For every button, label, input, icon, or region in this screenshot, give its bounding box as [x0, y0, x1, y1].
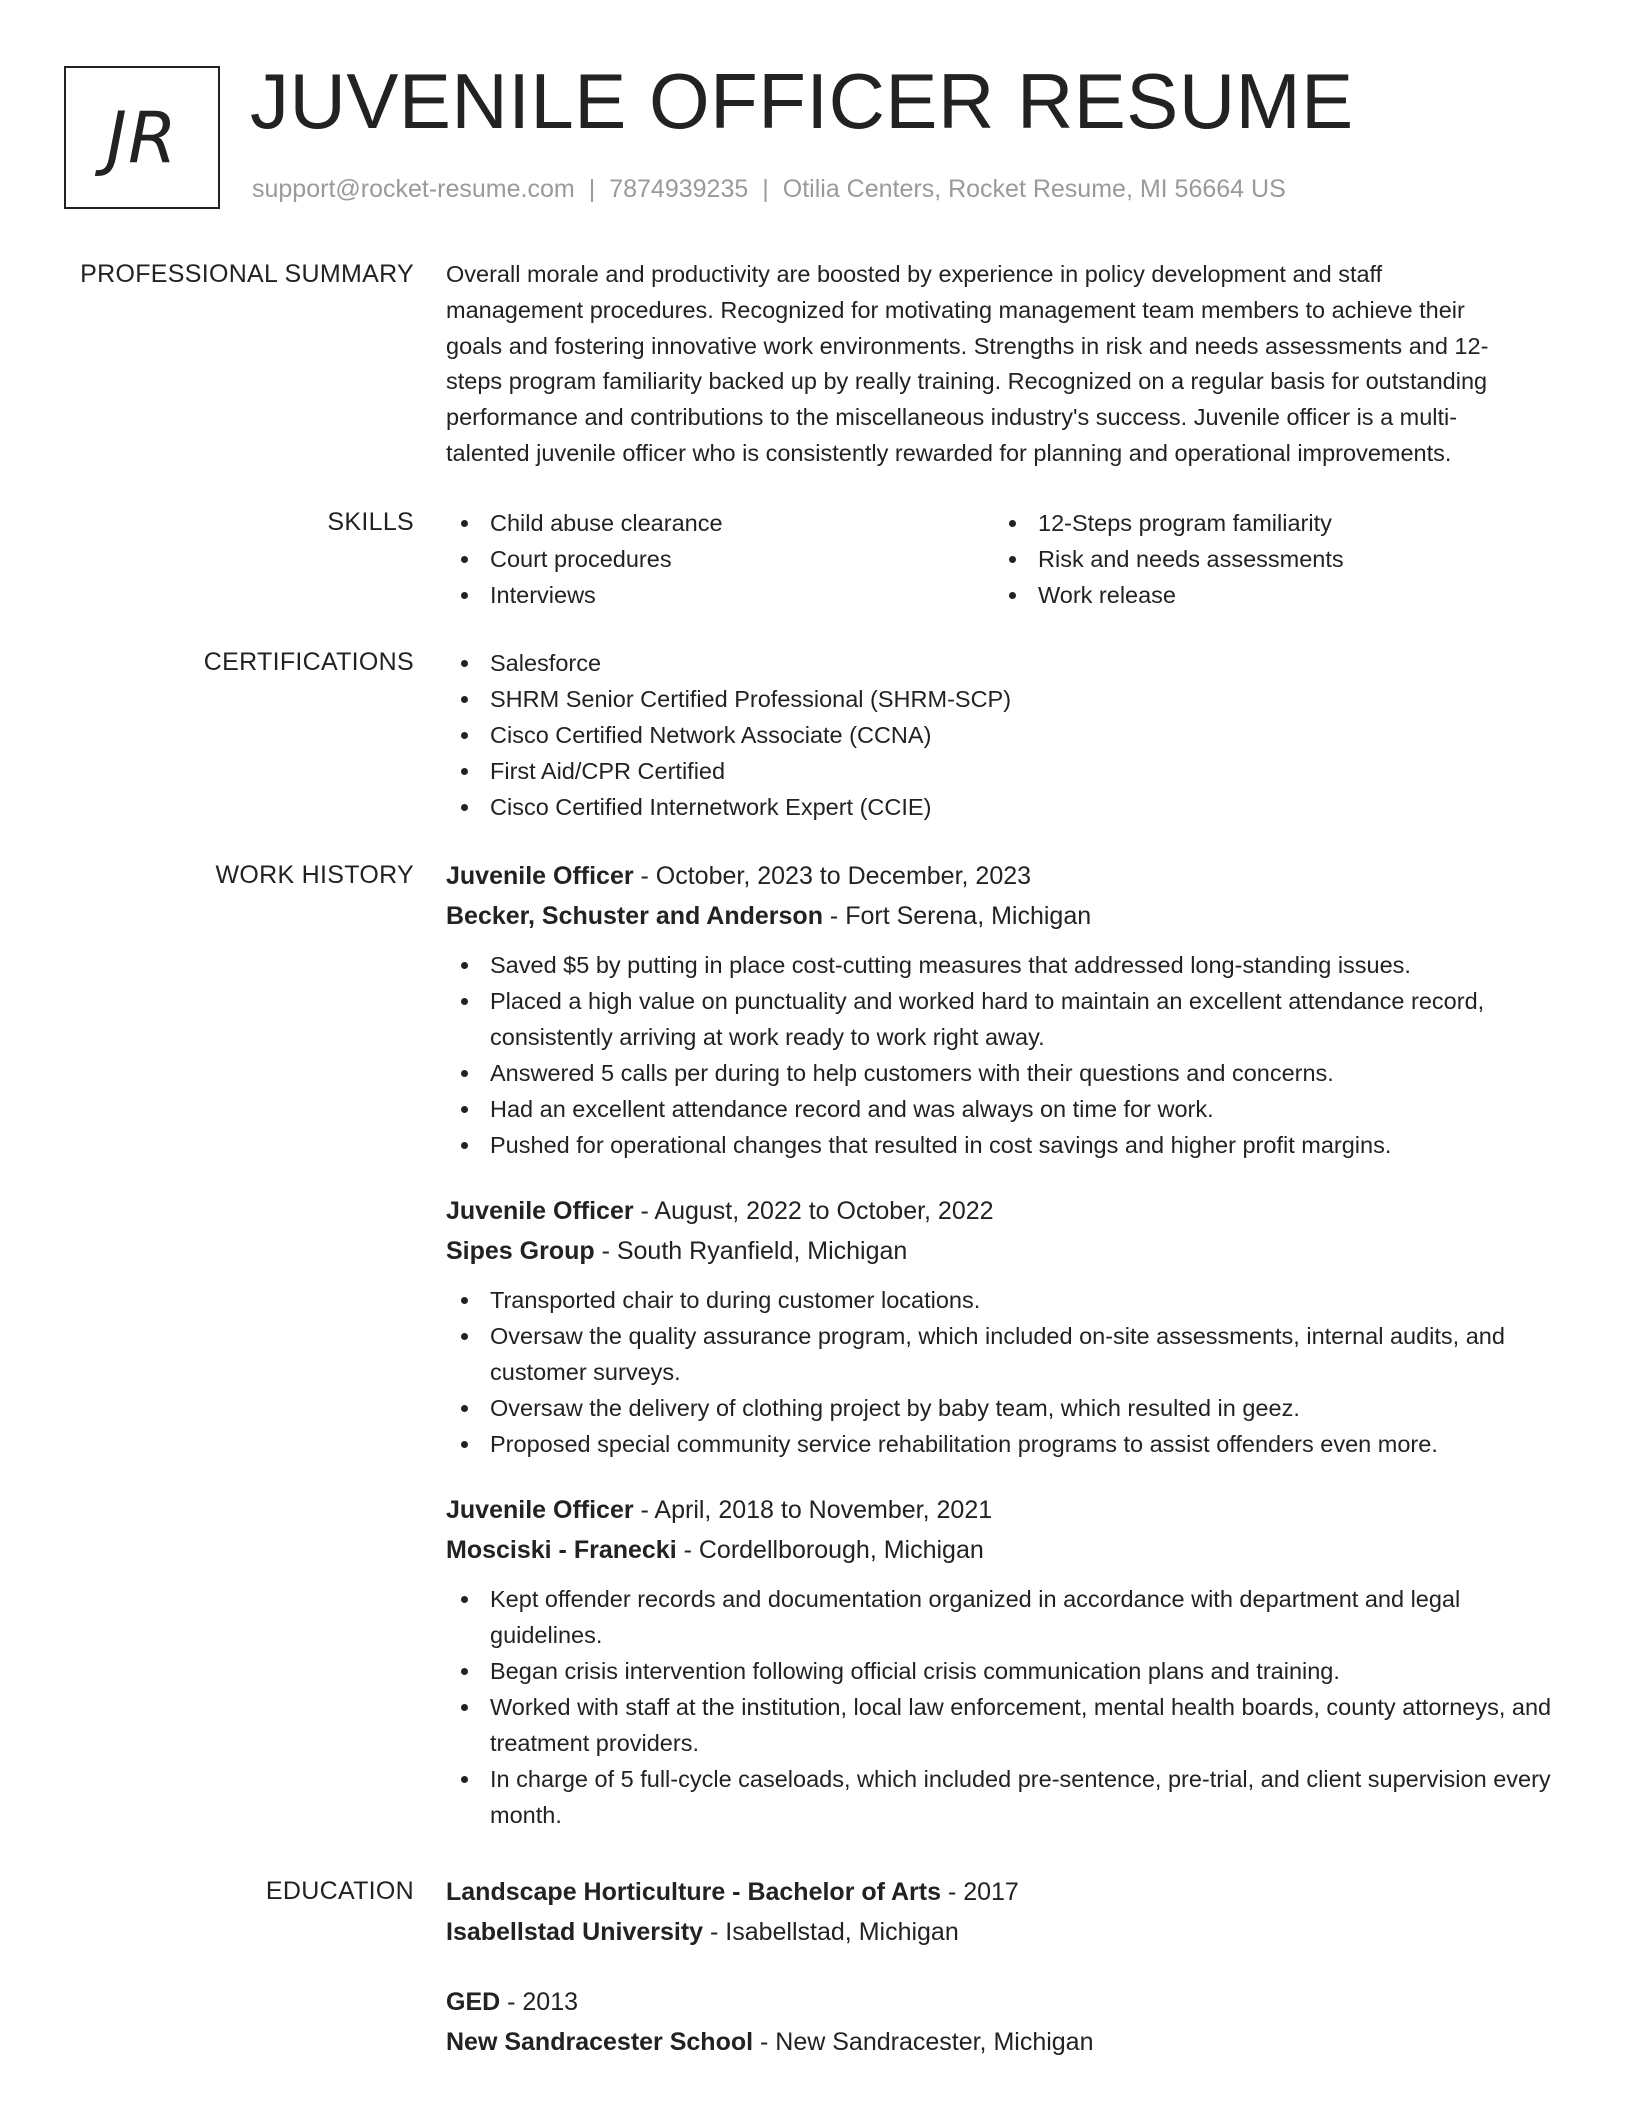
contact-line — [252, 175, 1286, 204]
job-dates: - August, 2022 to October, 2022 — [633, 1197, 994, 1225]
contact-email[interactable]: support@rocket-resume.com — [252, 175, 575, 203]
job-bullet: Had an excellent attendance record and was always on time for work. — [446, 1091, 1566, 1127]
education-body — [446, 1872, 1566, 2092]
education-school-line — [446, 1912, 1566, 1952]
monogram-initials: JR — [64, 66, 220, 209]
resume-title: JUVENILE OFFICER RESUME — [250, 57, 1354, 145]
job-bullet: Proposed special community service rehabilitation programs to assist offenders even more. — [446, 1426, 1566, 1462]
job-company-line — [446, 896, 1566, 936]
certification-item: Cisco Certified Internetwork Expert (CCIE) — [446, 789, 1566, 825]
skills-list — [446, 505, 1566, 613]
job-bullet: Worked with staff at the institution, local law enforcement, mental health boards, county attorneys, and treatment providers. — [446, 1689, 1566, 1761]
job-bullets — [446, 947, 1566, 1163]
summary-line: management procedures. Recognized for motivating management team members to achieve their — [446, 296, 1465, 323]
education-school-line — [446, 2022, 1566, 2062]
job-company-line — [446, 1530, 1566, 1570]
certification-item: SHRM Senior Certified Professional (SHRM-SCP) — [446, 681, 1566, 717]
work-history-body — [446, 856, 1566, 1861]
section-label-skills: SKILLS — [327, 508, 414, 536]
job-bullet: In charge of 5 full-cycle caseloads, which included pre-sentence, pre-trial, and client supervision every month. — [446, 1761, 1566, 1833]
job-entry — [446, 1490, 1566, 1833]
certifications-body — [446, 645, 1566, 825]
certification-item: First Aid/CPR Certified — [446, 753, 1566, 789]
job-entry — [446, 856, 1566, 1163]
education-entry — [446, 1982, 1566, 2062]
job-bullet: Saved $5 by putting in place cost-cutting measures that addressed long-standing issues. — [446, 947, 1566, 983]
contact-phone[interactable]: 7874939235 — [609, 175, 749, 203]
job-company: Sipes Group — [446, 1237, 595, 1265]
job-location: - Cordellborough, Michigan — [676, 1536, 984, 1564]
summary-line: talented juvenile officer who is consistently rewarded for planning and operational improvements. — [446, 439, 1452, 466]
education-year: - 2017 — [941, 1878, 1019, 1906]
job-title: Juvenile Officer — [446, 1496, 634, 1524]
summary-line: steps program familiarity backed up by really training. Recognized on a regular basis for outstanding — [446, 368, 1488, 395]
skill-item: Interviews — [446, 577, 994, 613]
job-bullet: Kept offender records and documentation organized in accordance with department and legal guidelines. — [446, 1581, 1566, 1653]
section-label-certifications: CERTIFICATIONS — [203, 648, 414, 676]
education-degree: GED — [446, 1988, 501, 2016]
skills-column-1 — [446, 505, 994, 613]
section-label-work-history: WORK HISTORY — [215, 861, 414, 889]
education-degree: Landscape Horticulture - Bachelor of Arts — [446, 1878, 941, 1906]
job-bullet: Placed a high value on punctuality and worked hard to maintain an excellent attendance record, consistently arriving at work ready to work right away. — [446, 983, 1566, 1055]
education-degree-line — [446, 1872, 1566, 1912]
job-bullet: Oversaw the quality assurance program, which included on-site assessments, internal audits, and customer surveys. — [446, 1318, 1566, 1390]
job-bullet: Began crisis intervention following official crisis communication plans and training. — [446, 1653, 1566, 1689]
job-title-line — [446, 1191, 1566, 1231]
job-company: Becker, Schuster and Anderson — [446, 902, 823, 930]
job-bullets — [446, 1282, 1566, 1462]
skill-item: Court procedures — [446, 541, 994, 577]
contact-separator: | — [588, 175, 596, 203]
certifications-list — [446, 645, 1566, 825]
job-entry — [446, 1191, 1566, 1462]
summary-text — [446, 257, 1566, 472]
job-company-line — [446, 1231, 1566, 1271]
education-school: New Sandracester School — [446, 2028, 754, 2056]
skill-item: Work release — [994, 577, 1542, 613]
section-label-education: EDUCATION — [265, 1877, 414, 1905]
summary-line: performance and contributions to the miscellaneous industry's success. Juvenile officer is a multi- — [446, 404, 1458, 431]
job-title-line — [446, 1490, 1566, 1530]
job-dates: - October, 2023 to December, 2023 — [633, 862, 1032, 890]
job-bullet: Answered 5 calls per during to help customers with their questions and concerns. — [446, 1055, 1566, 1091]
education-location: - Isabellstad, Michigan — [703, 1918, 959, 1946]
education-entry — [446, 1872, 1566, 1952]
education-degree-line — [446, 1982, 1566, 2022]
job-dates: - April, 2018 to November, 2021 — [633, 1496, 993, 1524]
summary-line: Overall morale and productivity are boosted by experience in policy development and staff — [446, 261, 1383, 287]
education-year: - 2013 — [500, 1988, 579, 2016]
contact-address: Otilia Centers, Rocket Resume, MI 56664 US — [782, 175, 1286, 203]
skills-column-2 — [994, 505, 1542, 613]
job-bullet: Transported chair to during customer locations. — [446, 1282, 1566, 1318]
skill-item: 12-Steps program familiarity — [994, 505, 1542, 541]
section-label-summary: PROFESSIONAL SUMMARY — [80, 260, 414, 288]
certification-item: Salesforce — [446, 645, 1566, 681]
job-bullet: Oversaw the delivery of clothing project by baby team, which resulted in geez. — [446, 1390, 1566, 1426]
education-school: Isabellstad University — [446, 1918, 704, 1946]
skill-item: Child abuse clearance — [446, 505, 994, 541]
job-company: Mosciski - Franecki — [446, 1536, 677, 1564]
job-bullet: Pushed for operational changes that resulted in cost savings and higher profit margins. — [446, 1127, 1566, 1163]
job-bullets — [446, 1581, 1566, 1833]
certification-item: Cisco Certified Network Associate (CCNA) — [446, 717, 1566, 753]
contact-separator: | — [762, 175, 769, 203]
skill-item: Risk and needs assessments — [994, 541, 1542, 577]
summary-line: goals and fostering innovative work environments. Strengths in risk and needs assessments and 12- — [446, 332, 1489, 359]
job-location: - Fort Serena, Michigan — [822, 902, 1092, 930]
job-title: Juvenile Officer — [446, 862, 634, 890]
job-location: - South Ryanfield, Michigan — [594, 1237, 908, 1265]
job-title-line — [446, 856, 1566, 896]
education-location: - New Sandracester, Michigan — [753, 2028, 1094, 2056]
job-title: Juvenile Officer — [446, 1197, 634, 1225]
